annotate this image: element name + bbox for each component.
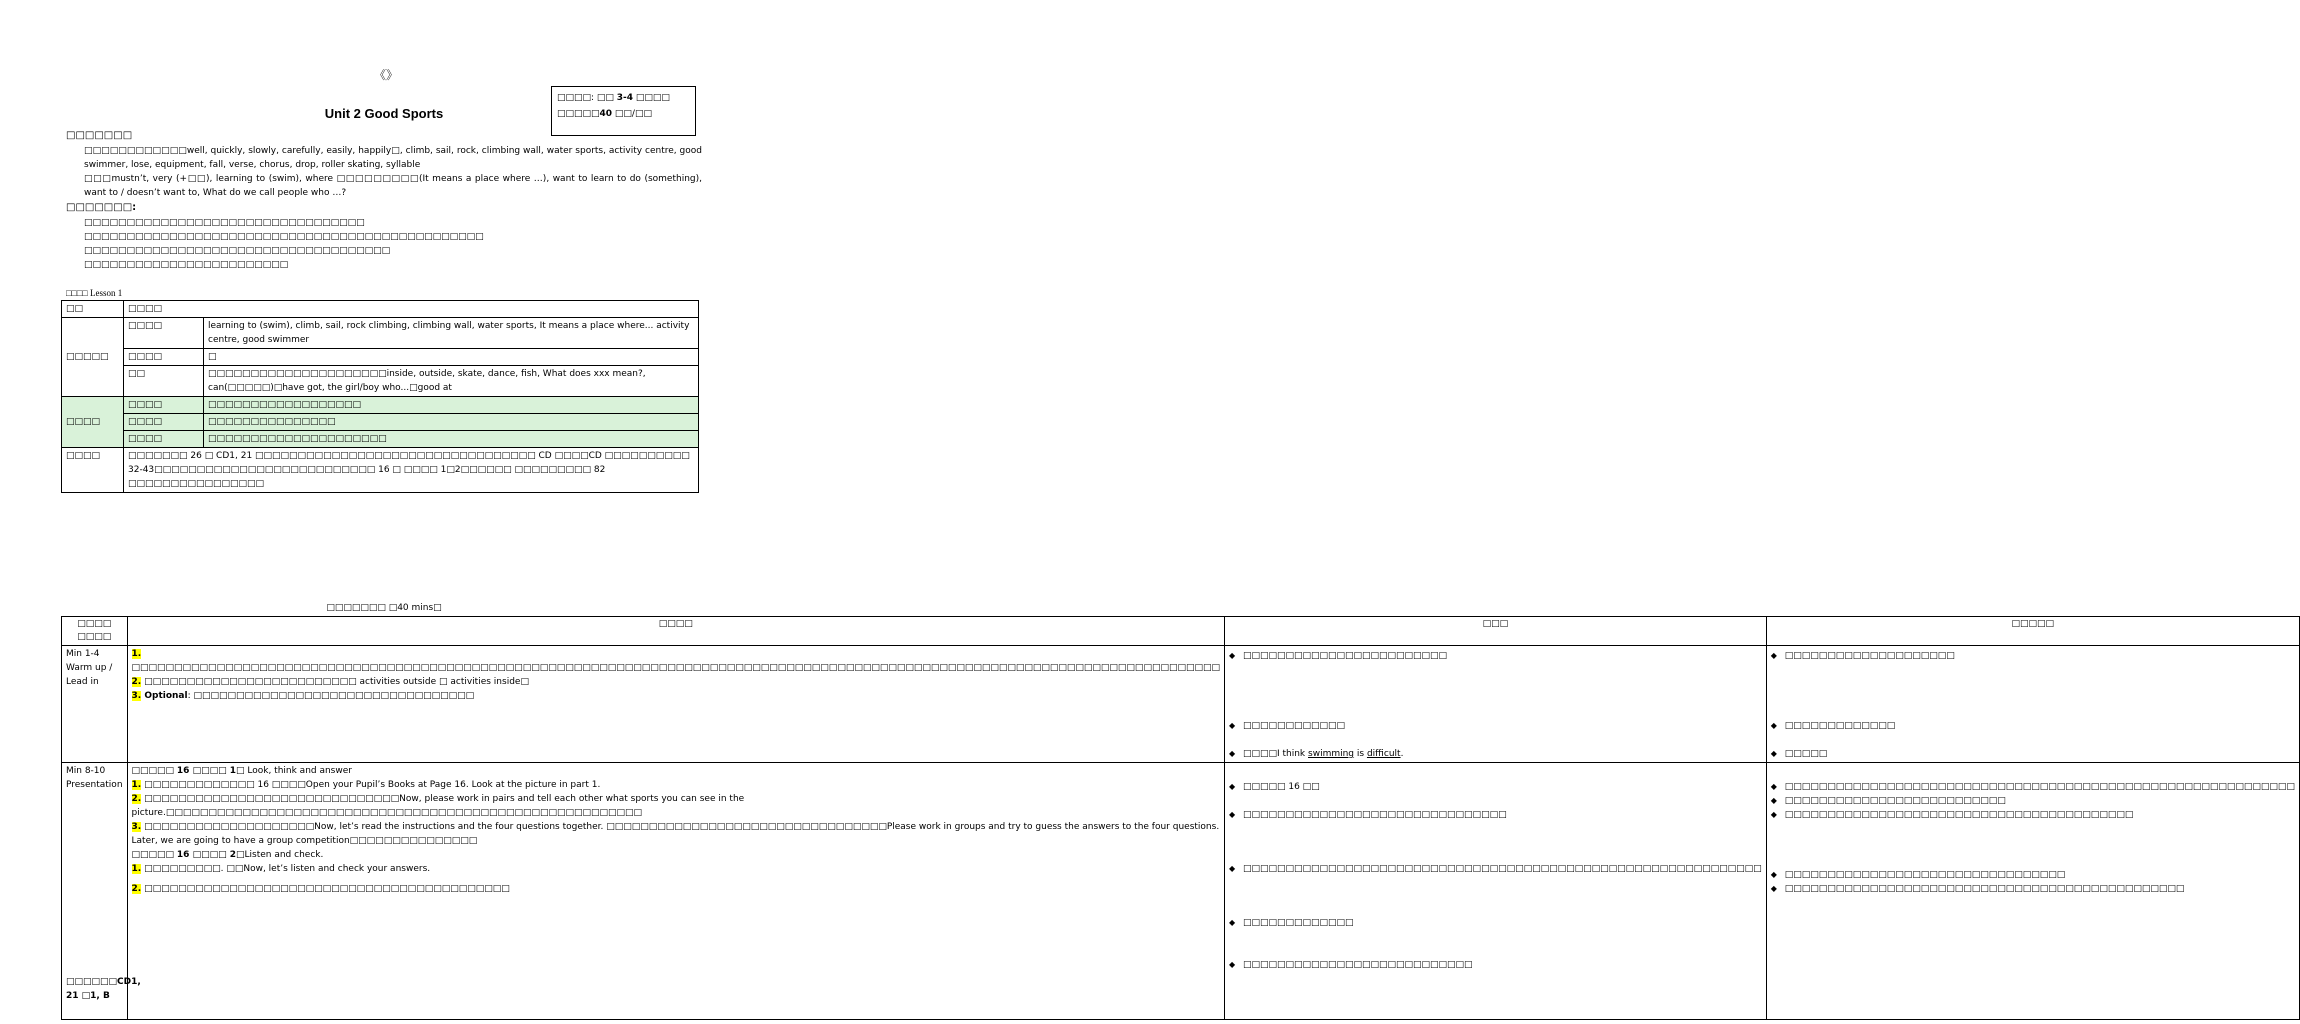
table-cell: □□□□	[124, 431, 204, 448]
step-text: □□□□□□□□□. □□Now, let’s listen and check your answers.	[141, 864, 431, 874]
column-header-student: □□□	[1224, 617, 1766, 646]
design-note: ◆ □□□□□□□□□□□□□□□□□□□□□□□□□□□□□□□□□□□□□□□□□	[1771, 808, 2295, 822]
info-label: □□□□□	[557, 109, 600, 119]
step	[132, 820, 1220, 848]
heading-ref: 16 □□□□ 2□	[176, 850, 245, 860]
step-number: 1.	[131, 780, 142, 790]
table-cell: □□	[124, 366, 204, 397]
info-label: □□□□: □□	[557, 93, 617, 103]
table-cell: □□□□□□□□□□□□□□□	[204, 414, 699, 431]
table-cell: □□□□	[124, 349, 204, 366]
activity-text: swimming	[1308, 749, 1355, 759]
structures-paragraph: □□□mustn’t, very (+□□), learning to (swim), where □□□□□□□□□(It means a place where …), want to learn to do (something), want to / doesn’t want to, What do we call people who …?	[84, 174, 702, 198]
student-activity: ◆ □□□□□□□□□□□□□□□□□□□□□□□□	[1229, 649, 1762, 663]
step-text: : □□□□□□□□□□□□□□□□□□□□□□□□□□□□□□□□□	[187, 691, 475, 701]
step-text: □□□□□□□□□□□□□□□□□□□□Now, let’s read the instructions and the four questions together. □□□□□□□□□□□□□□□□□□□□□□□□□□□□□□□□□Please work in groups and try to guess the answers to the four questions. Later, we are going to have a group competition□□□□□□□□□□□□□□□	[131, 822, 1220, 846]
design-note: ◆ □□□□□□□□□□□□□□□□□□□□□□□□□□	[1771, 794, 2295, 808]
table-cell: □□□□	[124, 318, 204, 349]
heading-text: Listen and check.	[244, 850, 324, 860]
column-header-notes: □□□□□	[1766, 617, 2299, 646]
objective-item: □□□□□□□□□□□□□□□□□□□□□□□□□□□□□□□□□	[84, 218, 365, 228]
stage-time: Min 1-4	[66, 649, 100, 659]
section-heading-1: □□□□□□□	[66, 130, 133, 141]
step-text: □□□□□□□□□□□□□□□□□□□□□□□□□□□□□□□□□□□□□□□□□□□	[141, 884, 510, 894]
step-number: 2.	[131, 884, 142, 894]
table-row	[62, 431, 699, 448]
table-cell: □□□□	[124, 414, 204, 431]
table-cell	[127, 763, 1224, 1020]
lesson-caption: □□□□ Lesson 1	[66, 288, 123, 298]
table-row	[62, 448, 699, 493]
step-text: □□□□□□□□□□□□□□□□□□□□□□□□□□□□□□Now, please work in pairs and tell each other what sports you can see in the picture.□□□□□□□□□□□□□□□□□□□□□□□□□□□□□□□□□□□□□□□□□□□□□□□□□□□□□□□□	[131, 794, 745, 818]
student-activity: ◆ □□□□□□□□□□□□□□□□□□□□□□□□□□□□□□□□□□□□□□□□□□□□□□□□□□□□□□□□□□□□□	[1229, 862, 1762, 876]
table-cell: □	[204, 349, 699, 366]
page-title: Unit 2 Good Sports	[324, 106, 444, 121]
table-cell: □□□□	[124, 301, 699, 318]
table-cell: □□□□	[62, 448, 124, 493]
procedure-table	[61, 616, 2300, 1020]
student-activity	[1229, 747, 1762, 761]
objective-item: □□□□□□□□□□□□□□□□□□□□□□□□□□□□□□□□□□□□	[84, 246, 391, 256]
student-activity: ◆ □□□□□□□□□□□□	[1229, 719, 1762, 733]
table-cell: □□	[62, 301, 124, 318]
info-suffix: □□/□□	[612, 109, 652, 119]
table-cell	[62, 763, 141, 1020]
activity-text: difficult	[1366, 749, 1401, 759]
stage-name: Warm up / Lead in	[66, 663, 113, 687]
activity-text: is	[1354, 749, 1367, 759]
objective-item: □□□□□□□□□□□□□□□□□□□□□□□□□□□□□□□□□□□□□□□□□□□□□□□	[84, 232, 484, 242]
step-number: 1.	[131, 649, 142, 659]
table-cell: learning to (swim), climb, sail, rock climbing, climbing wall, water sports, It means a place where... activity centre, good swimmer	[204, 318, 699, 349]
table-row	[62, 318, 699, 349]
step	[132, 675, 1220, 689]
column-header-teacher: □□□□	[127, 617, 1224, 646]
heading-text: Look, think and answer	[244, 766, 352, 776]
info-minutes: 40	[599, 109, 613, 119]
design-note: ◆ □□□□□□□□□□□□□□□□□□□□	[1771, 649, 2295, 663]
step-text: □□□□□□□□□□□□□□□□□□□□□□□□□ activities outside □ activities inside□	[141, 677, 529, 687]
design-note: ◆ □□□□□	[1771, 747, 2295, 761]
activity-heading	[132, 848, 1220, 862]
info-grade: 3-4	[616, 93, 634, 103]
student-activity: ◆ □□□□□ 16 □□	[1229, 780, 1762, 794]
table-cell: □□□□□□□□□□□□□□□□□□□□□	[204, 431, 699, 448]
info-line-1	[557, 90, 690, 106]
table-cell: □□□□	[62, 397, 124, 448]
table-row	[62, 763, 2300, 1020]
info-suffix: □□□□	[633, 93, 670, 103]
table-cell: □□□□□□□ 26 □ CD1, 21 □□□□□□□□□□□□□□□□□□□□□□□□□□□□□□□□□ CD □□□□CD □□□□□□□□□□ 32-43□□□□□□□□□□□□□□□□□□□□□□□□□□ 16 □ □□□□ 1□2□□□□□□ □□□□□□□□□ 82 □□□□□□□□□□□□□□□□	[124, 448, 699, 493]
heading-text: □□□□□	[131, 850, 177, 860]
step	[132, 778, 1220, 792]
vocabulary-paragraph: □□□□□□□□□□□□well, quickly, slowly, carefully, easily, happily□, climb, sail, rock, climbing wall, water sports, activity centre, good swimmer, lose, equipment, fall, verse, chorus, drop, roller skating, syllable	[84, 146, 702, 170]
table-cell: □□□□□	[62, 318, 124, 397]
table-row	[62, 366, 699, 397]
title-mark: 《》	[374, 68, 399, 82]
step	[132, 882, 1220, 896]
activity-text: □□□□I think	[1242, 749, 1309, 759]
design-note: ◆ □□□□□□□□□□□□□□□□□□□□□□□□□□□□□□□□□□□□□□□□□□□□□□□	[1771, 882, 2295, 896]
activity-heading	[132, 764, 1220, 778]
table-row	[62, 301, 699, 318]
stage-name: Presentation	[66, 780, 123, 790]
table-cell	[1766, 763, 2299, 1020]
table-cell	[62, 646, 128, 763]
step-number: 2.	[131, 677, 142, 687]
step	[132, 689, 1220, 703]
table-cell	[1224, 646, 1766, 763]
section-heading-2: □□□□□□□:	[66, 202, 137, 213]
table-row	[62, 397, 699, 414]
stage-time: Min 8-10	[66, 766, 106, 776]
step	[132, 862, 1220, 876]
table-cell: □□□□	[124, 397, 204, 414]
student-activity: ◆ □□□□□□□□□□□□□	[1229, 916, 1762, 930]
table-header-row	[62, 617, 2300, 646]
table-row	[62, 414, 699, 431]
step-text: □□□□□□□□□□□□□□□□□□□□□□□□□□□□□□□□□□□□□□□□□□□□□□□□□□□□□□□□□□□□□□□□□□□□□□□□□□□□□□□□□□□□□□□□□□□□□□□□□□□□□□□□□□□□□□□□□□□□□□□□□□□□□□□□	[131, 663, 1220, 673]
resource-note: □□□□□□CD1, 21 □1, B	[66, 977, 141, 1001]
table-cell	[1224, 763, 1766, 1020]
heading-ref: 16 □□□□ 1□	[176, 766, 245, 776]
step-number: 1.	[131, 864, 142, 874]
table-cell	[127, 646, 1224, 763]
step-number: 3.	[131, 691, 142, 701]
step	[132, 792, 1220, 820]
table-cell	[1766, 646, 2299, 763]
step-number: 3.	[131, 822, 142, 832]
design-note: ◆ □□□□□□□□□□□□□□□□□□□□□□□□□□□□□□□□□□□□□□□□□□□□□□□□□□□□□□□□□□□□	[1771, 780, 2295, 794]
heading-text: □□□□□	[131, 766, 177, 776]
column-header-stage: □□□□ □□□□	[62, 617, 128, 646]
table-row	[62, 349, 699, 366]
step-number: 2.	[131, 794, 142, 804]
student-activity: ◆ □□□□□□□□□□□□□□□□□□□□□□□□□□□□□□□	[1229, 808, 1762, 822]
table-cell: □□□□□□□□□□□□□□□□□□	[204, 397, 699, 414]
design-note: ◆ □□□□□□□□□□□□□□□□□□□□□□□□□□□□□□□□□	[1771, 868, 2295, 882]
step	[132, 647, 1220, 675]
table-row	[62, 646, 2300, 763]
lesson-overview-table	[61, 300, 699, 493]
procedure-table-title: □□□□□□□ □40 mins□	[326, 603, 442, 613]
activity-text: .	[1400, 749, 1404, 759]
table-cell: □□□□□□□□□□□□□□□□□□□□□inside, outside, skate, dance, fish, What does xxx mean?, can(□□□□□)□have got, the girl/boy who...□good at	[204, 366, 699, 397]
student-activity: ◆ □□□□□□□□□□□□□□□□□□□□□□□□□□□	[1229, 958, 1762, 972]
step-label: Optional	[141, 691, 188, 701]
objective-item: □□□□□□□□□□□□□□□□□□□□□□□□	[84, 260, 289, 270]
step-text: □□□□□□□□□□□□□ 16 □□□□Open your Pupil’s Books at Page 16. Look at the picture in part 1.	[141, 780, 601, 790]
design-note: ◆ □□□□□□□□□□□□□	[1771, 719, 2295, 733]
